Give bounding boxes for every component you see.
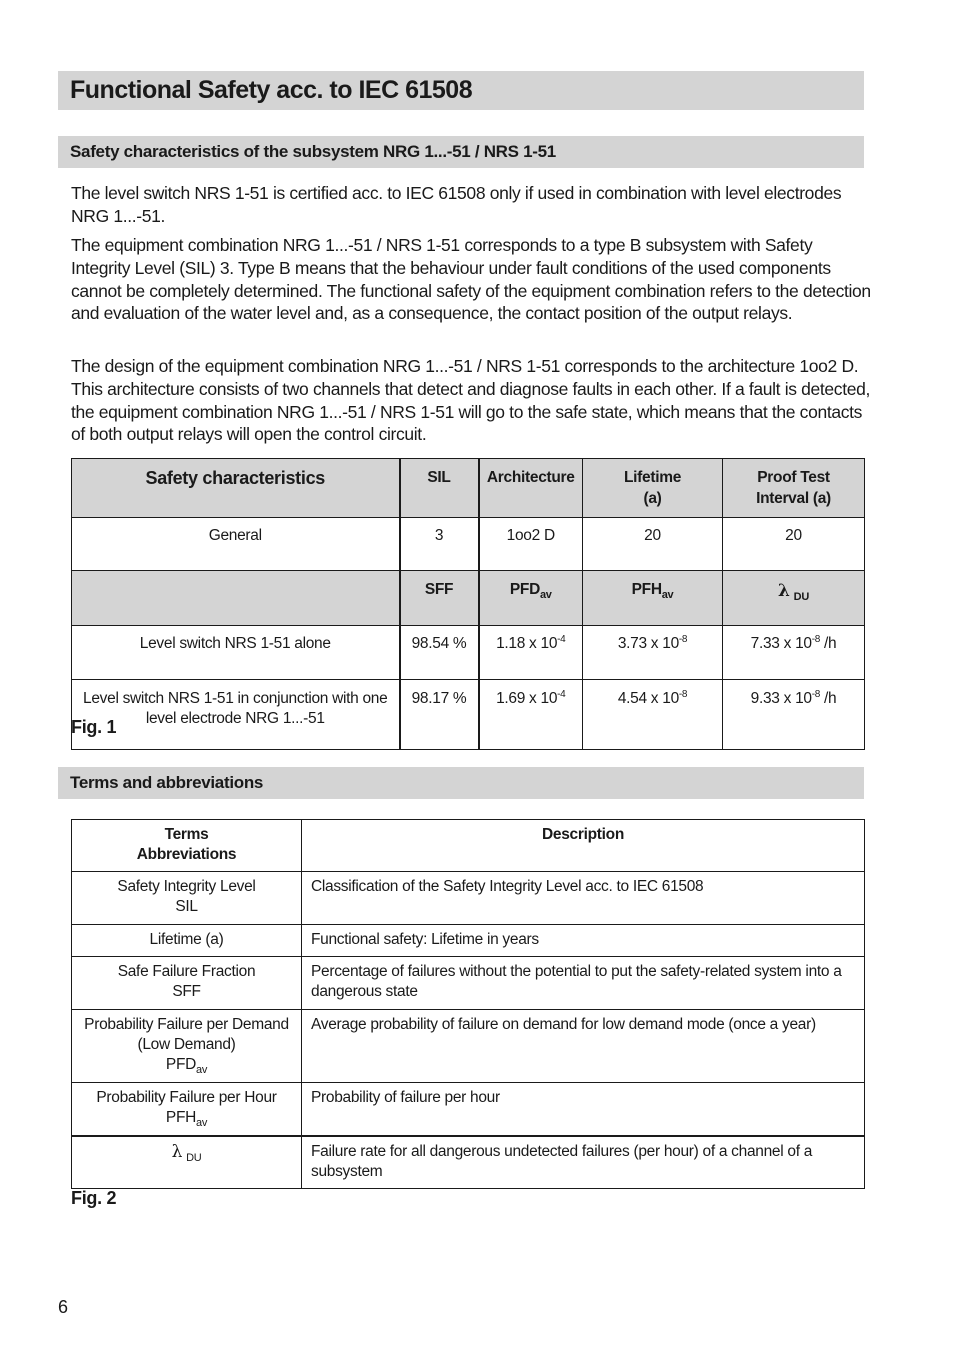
cell-row1-pfd (479, 626, 583, 680)
safety-characteristics-table (71, 458, 865, 750)
row2-pfd-base: 1.69 x 10 (496, 690, 558, 707)
term-pfh-sub: av (196, 1117, 208, 1129)
row1-lambda-unit: /h (820, 635, 837, 652)
header-sil: SIL (400, 459, 479, 518)
cell-general-label: General (72, 518, 400, 571)
cell-row2-lambda (723, 680, 865, 750)
row1-lambda-exp: -8 (811, 634, 821, 645)
header-description: Description (302, 820, 865, 872)
cell-row1-label: Level switch NRS 1-51 alone (72, 626, 400, 680)
desc-pfd: Average probability of failure on demand for low demand mode (once a year) (302, 1010, 865, 1083)
lambda-symbol: λ (778, 581, 790, 601)
row2-lambda-exp: -8 (811, 689, 821, 700)
subheader-sff: SFF (400, 571, 479, 626)
section-heading-safety-characteristics: Safety characteristics of the subsystem NRG 1...-51 / NRS 1-51 (58, 136, 864, 168)
cell-row2-label (72, 680, 400, 750)
cell-row1-pfh (583, 626, 723, 680)
term-sff-abbr: SFF (172, 983, 201, 1000)
subheader-pfd-text: PFD (509, 581, 540, 598)
desc-sil: Classification of the Safety Integrity Level acc. to IEC 61508 (302, 872, 865, 925)
row1-pfd-exp: -4 (557, 634, 566, 645)
row1-lambda-base: 7.33 x 10 (750, 635, 812, 652)
desc-pfh: Probability of failure per hour (302, 1083, 865, 1137)
cell-row2-sff: 98.17 % (400, 680, 479, 750)
header-safety-characteristics: Safety characteristics (72, 459, 400, 518)
table-row (72, 1010, 865, 1083)
cell-general-sil: 3 (400, 518, 479, 571)
term-sil (72, 872, 302, 925)
term-pfh (72, 1083, 302, 1137)
table-header-row (72, 459, 865, 518)
header-proof-test-line2: Interval (a) (756, 490, 831, 507)
header-architecture: Architecture (479, 459, 583, 518)
cell-general-lifetime: 20 (583, 518, 723, 571)
subheader-empty (72, 571, 400, 626)
paragraph-subsystem-type: The equipment combination NRG 1...-51 / NRS 1-51 corresponds to a type B subsystem with Safety Integrity Level (SIL) 3. Type B means that the behaviour under fault conditions of the used components cannot be completely determined. The functional safety of the equipment combination refers to the detection and evaluation of the water level and, as a consequence, the contact position of the output relays. (71, 235, 871, 324)
table-header-row (72, 820, 865, 872)
term-pfd-line2: (Low Demand) (137, 1036, 236, 1053)
subheader-pfh-sub: av (661, 589, 674, 601)
table-row (72, 925, 865, 957)
table-row (72, 626, 865, 680)
table-row (72, 957, 865, 1010)
header-proof-test-line1: Proof Test (757, 469, 830, 486)
cell-row2-pfh (583, 680, 723, 750)
row2-lambda-base: 9.33 x 10 (750, 690, 812, 707)
paragraph-certification: The level switch NRS 1-51 is certified acc. to IEC 61508 only if used in combination with level electrodes NRG 1...-51. (71, 183, 842, 226)
term-sff (72, 957, 302, 1010)
term-pfd-line1: Probability Failure per Demand (84, 1016, 289, 1033)
page-title: Functional Safety acc. to IEC 61508 (58, 71, 864, 110)
header-proof-test (723, 459, 865, 518)
subheader-pfh (583, 571, 723, 626)
page-number: 6 (58, 1297, 69, 1317)
header-lifetime (583, 459, 723, 518)
paragraph-architecture: The design of the equipment combination NRG 1...-51 / NRS 1-51 corresponds to the architecture 1oo2 D. This architecture consists of two channels that detect and diagnose faults in each other. If a fault is detected, the equipment combination NRG 1...-51 / NRS 1-51 will go to the safe state, which means that the contacts of both output relays will open the control circuit. (71, 356, 870, 445)
header-terms (72, 820, 302, 872)
header-terms-line2: Abbreviations (136, 846, 237, 863)
desc-lifetime: Functional safety: Lifetime in years (302, 925, 865, 957)
table-subheader-row (72, 571, 865, 626)
table-row (72, 680, 865, 750)
row1-pfd-base: 1.18 x 10 (496, 635, 558, 652)
header-lifetime-line2: (a) (643, 490, 662, 507)
table-row (72, 1083, 865, 1137)
cell-general-architecture: 1oo2 D (479, 518, 583, 571)
subheader-lambda (723, 571, 865, 626)
section-heading-terms: Terms and abbreviations (58, 767, 864, 799)
row2-pfh-base: 4.54 x 10 (617, 690, 679, 707)
term-sff-name: Safe Failure Fraction (117, 963, 256, 980)
row2-label-line2: level electrode NRG 1...-51 (145, 710, 325, 727)
figure-caption-1: Fig. 1 (71, 717, 117, 737)
cell-row1-lambda (723, 626, 865, 680)
row2-lambda-unit: /h (820, 690, 837, 707)
desc-sff: Percentage of failures without the potential to put the safety-related system into a dangerous state (302, 957, 865, 1010)
subheader-lambda-sub: DU (793, 591, 809, 603)
table-row-general (72, 518, 865, 571)
term-lifetime: Lifetime (a) (72, 925, 302, 957)
term-pfd (72, 1010, 302, 1083)
row1-pfh-exp: -8 (678, 634, 688, 645)
term-pfd-sub: av (196, 1064, 208, 1076)
desc-lambda: Failure rate for all dangerous undetected failures (per hour) of a channel of a subsystem (302, 1136, 865, 1189)
term-lambda-sub: DU (186, 1152, 202, 1164)
header-lifetime-line1: Lifetime (623, 469, 682, 486)
lambda-symbol: λ (171, 1142, 183, 1162)
term-pfh-name: Probability Failure per Hour (96, 1089, 277, 1106)
term-sil-abbr: SIL (175, 898, 198, 915)
row1-pfh-base: 3.73 x 10 (617, 635, 679, 652)
term-pfh-abbr: PFH (165, 1109, 197, 1126)
row2-label-line1: Level switch NRS 1-51 in conjunction with one (83, 690, 388, 707)
cell-general-proof-test: 20 (723, 518, 865, 571)
figure-caption-2: Fig. 2 (71, 1188, 117, 1208)
terms-abbreviations-table (71, 819, 865, 1189)
row2-pfh-exp: -8 (678, 689, 688, 700)
subheader-pfd-sub: av (539, 589, 552, 601)
term-lambda (72, 1136, 302, 1189)
cell-row2-pfd (479, 680, 583, 750)
subheader-pfd (479, 571, 583, 626)
term-sil-name: Safety Integrity Level (117, 878, 256, 895)
header-terms-line1: Terms (164, 826, 209, 843)
table-row (72, 872, 865, 925)
term-pfd-abbr: PFD (165, 1056, 197, 1073)
table-row (72, 1136, 865, 1189)
row2-pfd-exp: -4 (557, 689, 566, 700)
cell-row1-sff: 98.54 % (400, 626, 479, 680)
subheader-pfh-text: PFH (631, 581, 662, 598)
